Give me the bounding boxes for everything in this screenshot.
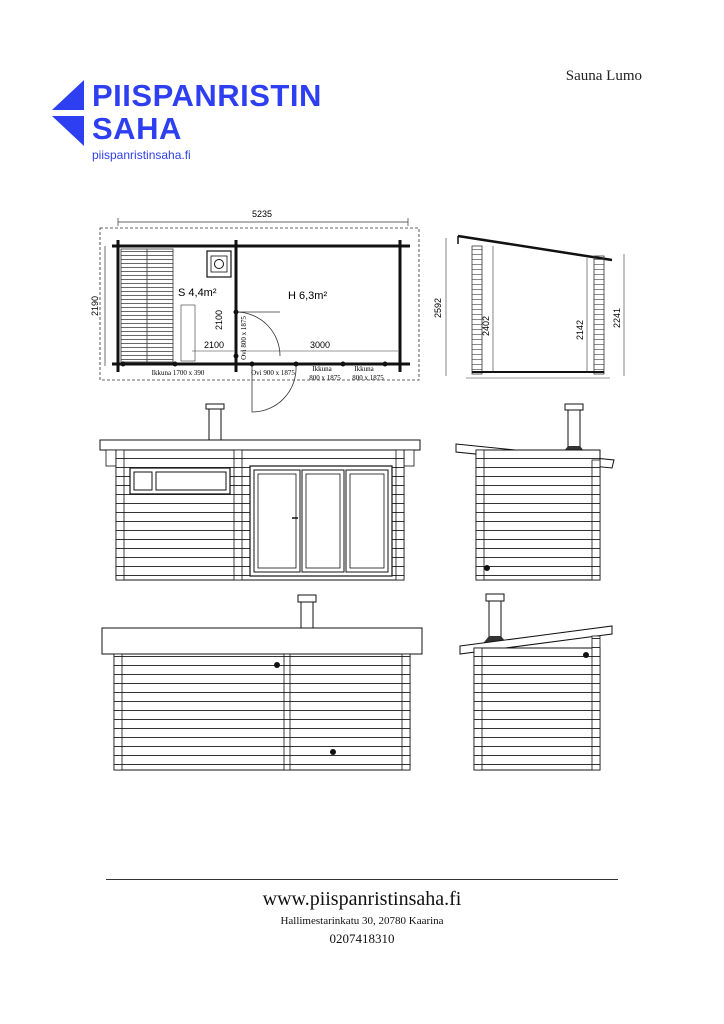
- dim-2592: 2592: [433, 297, 443, 319]
- side-elevation-2: [460, 594, 612, 770]
- dim-2100-horizontal: 2100: [203, 340, 225, 350]
- window-3-label: Ikkuna: [354, 365, 374, 373]
- window-3-size: 800 x 1875: [352, 374, 384, 382]
- document-title: Sauna Lumo: [565, 68, 642, 84]
- footer-phone: 0207418310: [329, 931, 395, 946]
- window-1-label: Ikkuna 1700 x 390: [151, 369, 205, 377]
- dim-2402: 2402: [481, 315, 491, 337]
- front-door: [254, 470, 300, 572]
- plan-depth-dim: 2190: [90, 295, 100, 317]
- main-door-label: Ovi 900 x 1875: [251, 369, 295, 377]
- plan-width-dim: 5235: [251, 209, 273, 219]
- window-2-size: 800 x 1875: [309, 374, 341, 382]
- footer-divider: [106, 879, 618, 880]
- floor-plan: [90, 209, 419, 412]
- logo-url: piispanristinsaha.fi: [92, 148, 191, 162]
- inner-door-label: Ovi 800 x 1875: [240, 316, 248, 360]
- sauna-area-label: S 4,4m²: [178, 287, 217, 299]
- logo-line-2: SAHA: [92, 111, 182, 146]
- rear-elevation: [102, 595, 422, 770]
- logo-line-1: PIISPANRISTIN: [92, 78, 322, 113]
- dim-2241: 2241: [612, 307, 622, 329]
- footer-website[interactable]: www.piispanristinsaha.fi: [262, 888, 462, 910]
- front-elevation: [100, 404, 420, 580]
- dim-2100-vertical: 2100: [214, 309, 224, 331]
- dim-2142: 2142: [575, 319, 585, 341]
- room-area-label: H 6,3m²: [288, 290, 328, 302]
- cross-section: [433, 236, 624, 378]
- dim-3000: 3000: [309, 340, 331, 350]
- side-elevation-1: [456, 404, 614, 580]
- footer-address: Hallimestarinkatu 30, 20780 Kaarina: [280, 915, 444, 927]
- window-2-label: Ikkuna: [312, 365, 332, 373]
